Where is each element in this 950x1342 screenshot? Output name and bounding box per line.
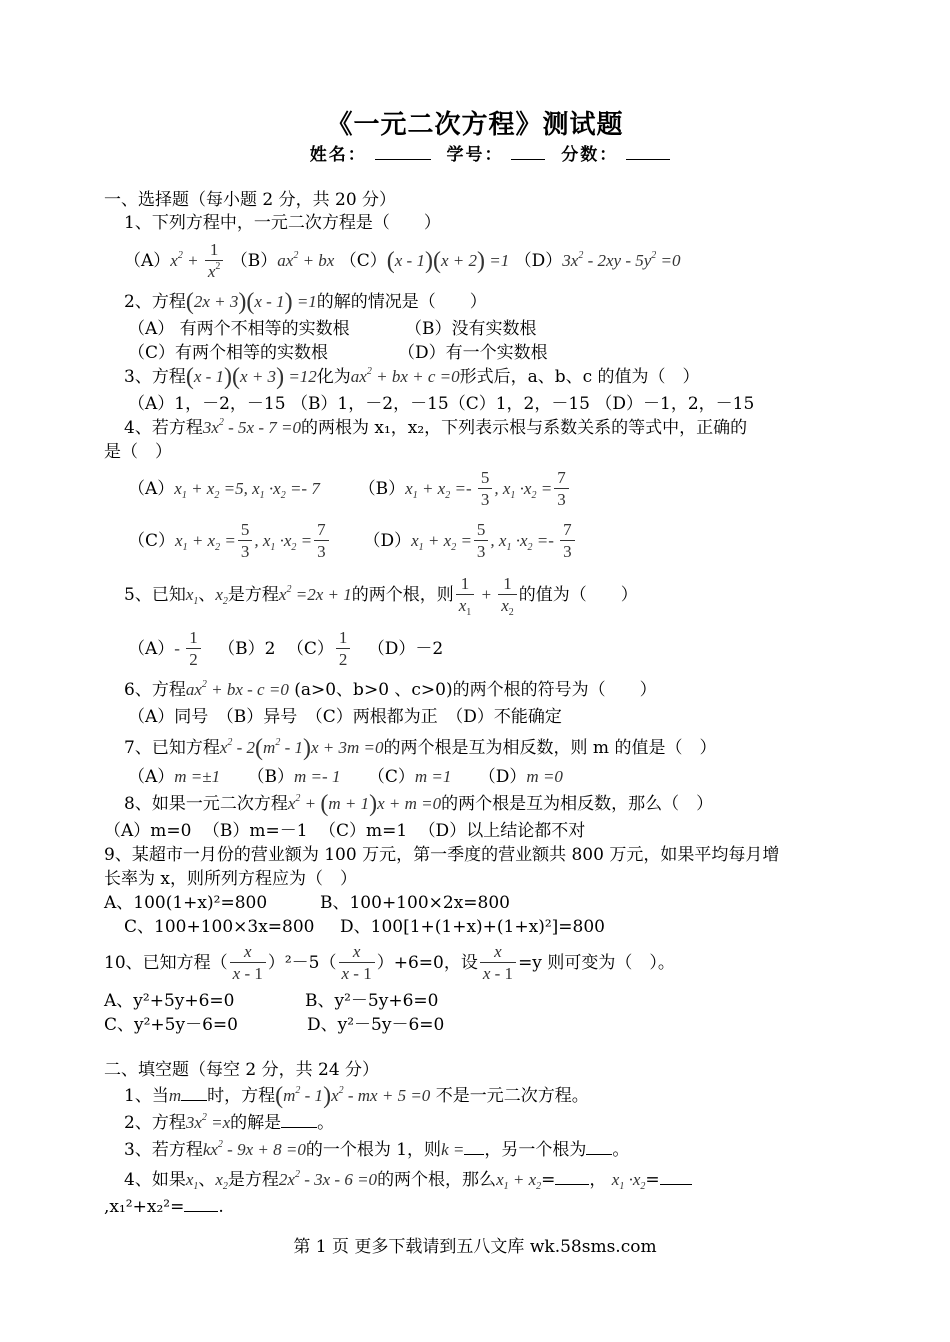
f1-post: 不是一元二次方程。 [435, 1086, 589, 1106]
f4-pre: 4、如果 [124, 1170, 186, 1190]
q6-pre: 6、方程 [124, 680, 186, 700]
q4-pre: 4、若方程 [124, 418, 203, 438]
f3-stem: 3、若方程$kx^2 - 9x + 8 =0$的一个根为 1，则k = ，另一个根为 。 [124, 1139, 630, 1160]
q3-stem: 3、方程(x - 1)(x + 3) =12化为$ax^2$ + bx + c =0形式后，a、b、c 的值为（ ） [124, 364, 700, 390]
q2-post: 的解的情况是（ ） [316, 292, 487, 312]
q5-options: （A）- $\frac{1}{2}$ （B）2 （C） $\frac{1}{2}$ （D）－2 [128, 628, 444, 669]
q8-stem: 8、如果一元二次方程$x^2 + (m + 1)x + m =0$的两个根是互为相反数，那么（ ） [124, 791, 714, 817]
f2-pre: 2、方程 [124, 1113, 186, 1133]
f4-mid: 是方程 [227, 1170, 279, 1190]
q1-option-b-label: （B） [230, 251, 278, 271]
q9-stem-line1: 9、某超市一月份的营业额为 100 万元，第一季度的营业额共 800 万元，如果平均每月增 [104, 845, 780, 865]
q9-option-b: B、100+100×2x=800 [320, 893, 510, 913]
f2-mid: 的解是 [230, 1113, 282, 1133]
f3-post: 。 [612, 1140, 630, 1160]
q8-option-a: （A）m=0 [104, 821, 192, 841]
q5-pre: 5、已知 [124, 585, 186, 605]
q2-stem: 2、方程(2x + 3)(x - 1) =1的解的情况是（ ） [124, 289, 487, 315]
q5-option-a-label: （A） [128, 639, 175, 659]
section-heading-choice: 一、选择题（每小题 2 分，共 20 分） [104, 190, 397, 210]
q9-stem-line2: 长率为 x，则所列方程应为（ ） [104, 869, 357, 889]
f4-blank-squares[interactable] [184, 1195, 218, 1212]
id-blank[interactable] [511, 145, 545, 160]
q2-option-a: （A） 有两个不相等的实数根 [128, 319, 350, 339]
q5-mid: 是方程 [227, 585, 279, 605]
q4-options-ab: $(A)x_1 + x_2 =5$, $x_1 \cdot x_2 =- 7$ $(B)x_1 + x_2$ =- $\frac{5}{3}$ , $x_1 \cdot x_2$ = $\frac{7}{3}$ [128, 465, 571, 513]
f4-eq: = [541, 1170, 556, 1190]
f4-sep2: ， [589, 1170, 607, 1190]
section-heading-fill: 二、填空题（每空 2 分，共 24 分） [104, 1060, 380, 1080]
id-label: 学号： [446, 145, 504, 165]
q2-option-b: （B）没有实数根 [405, 319, 537, 339]
q4-options-cd: $(C)x_1 + x_2$ = $\frac{5}{3}$ , $x_1 \cdot x_2$ = $\frac{7}{3}$ $(D)x_1 + x_2$ = $\frac{5}{3}$ , $x_1 \cdot x_2$ =- $\frac{7}{3}$ [128, 517, 577, 565]
q4-option-d-label: （D） [363, 531, 412, 551]
q10-option-c: C、y²+5y－6=0 [104, 1015, 238, 1035]
q4-post: 的两根为 x₁，x₂，下列表示根与系数关系的等式中，正确的 [300, 418, 748, 438]
q1-option-a-label: （A） [124, 251, 171, 271]
q10-mid2: ）+6=0，设 [376, 953, 478, 973]
f4-blank-product[interactable] [660, 1168, 692, 1185]
q8-post: 的两个根是互为相反数，那么（ ） [441, 794, 714, 814]
name-label: 姓名： [309, 145, 367, 165]
f1-pre: 1、当 [124, 1086, 169, 1106]
f3-pre: 3、若方程 [124, 1140, 203, 1160]
q7-option-a-label: （A） [128, 767, 175, 787]
f3-blank-root[interactable] [586, 1138, 612, 1155]
q3-options: （A）1，－2，－15 （B）1，－2，－15（C）1，2，－15 （D）－1，2，－15 [128, 394, 755, 414]
f4-sep: 、 [198, 1170, 216, 1190]
q5-post: 的值为（ ） [518, 585, 638, 605]
q10-mid1: ）²－5（ [267, 953, 337, 973]
q1-option-c-label: （C） [339, 251, 387, 271]
f1-blank[interactable] [181, 1084, 207, 1101]
f4-line2 [104, 1195, 224, 1218]
q7-option-d-label: （D） [478, 767, 527, 787]
f2-blank[interactable] [281, 1111, 317, 1128]
f1-mid: 时，方程 [207, 1086, 276, 1106]
q10-pre: 10、已知方程（ [104, 953, 228, 973]
q6-stem: 6、方程$ax^2$ + bx - c =0 (a>0、b>0 、c>0)的两个根的符号为（ ） [124, 679, 657, 700]
q5-option-d: （D）－2 [367, 639, 444, 659]
q5-sep: 、 [198, 585, 216, 605]
q7-option-b-label: （B） [247, 767, 295, 787]
q7-pre: 7、已知方程 [124, 738, 220, 758]
q1-stem: 1、下列方程中，一元二次方程是（ ） [124, 213, 441, 233]
f2-stem: 2、方程$3x^2 =x$的解是 。 [124, 1112, 335, 1133]
q10-post: =y 则可变为（ ）。 [518, 953, 675, 973]
q4-option-b-label: （B） [358, 479, 406, 499]
q9-option-d: D、100[1+(1+x)+(1+x)²]=800 [340, 917, 605, 937]
q10-option-a: A、y²+5y+6=0 [104, 991, 235, 1011]
name-blank[interactable] [375, 145, 431, 160]
f4-eq2: = [645, 1170, 660, 1190]
q4-option-c-label: （C） [128, 531, 176, 551]
q4-stem: 4、若方程$3x^2 - 5x - 7 =0$的两根为 x₁，x₂，下列表示根与系数关系的等式中，正确的 [124, 417, 748, 438]
f4-end: . [218, 1197, 224, 1217]
f2-post: 。 [317, 1113, 335, 1133]
q8-pre: 8、如果一元二次方程 [124, 794, 288, 814]
q8-option-d: （D）以上结论都不对 [418, 821, 586, 841]
q1-option-d-label: （D） [514, 251, 563, 271]
q10-option-d: D、y²－5y－6=0 [307, 1015, 445, 1035]
q8-options [104, 820, 585, 842]
f4-line2-text: ,x₁²+x₂²= [104, 1197, 185, 1217]
q10-stem: 10、已知方程（ $\frac{x}{x - 1}$ ）²－5（ $\frac{x}{x - 1}$ ）+6=0，设 $\frac{x}{x - 1}$ =y 则可变为（ ）。 [104, 942, 675, 983]
q4-option-a-label: （A） [128, 479, 175, 499]
q9-option-c: C、100+100×3x=800 [124, 917, 315, 937]
q6-options: （A）同号 （B）异号 （C）两根都为正 （D）不能确定 [128, 707, 562, 727]
q8-option-c: （C）m=1 [318, 821, 408, 841]
q2-pre: 2、方程 [124, 292, 186, 312]
q3-post: 形式后，a、b、c 的值为（ ） [459, 367, 700, 387]
q6-post: (a>0、b>0 、c>0)的两个根的符号为（ ） [294, 680, 657, 700]
score-blank[interactable] [626, 145, 670, 160]
page-footer: 第 1 页 更多下载请到五八文库 wk.58sms.com [293, 1237, 657, 1257]
f4-blank-sum[interactable] [555, 1168, 589, 1185]
q7-options: （A）m =±1 （B）m =- 1 （C）m =1 （D）m =0 [128, 767, 563, 787]
q7-option-c-label: （C） [367, 767, 415, 787]
q2-option-d: （D）有一个实数根 [398, 343, 548, 363]
q7-post: 的两个根是互为相反数，则 m 的值是（ ） [383, 738, 717, 758]
q5-mid2: 的两个根，则 [351, 585, 454, 605]
q4-stem-cont: 是（ ） [104, 442, 172, 462]
q10-option-b: B、y²－5y+6=0 [305, 991, 439, 1011]
q9-option-a: A、100(1+x)²=800 [104, 893, 268, 913]
q5-option-b: （B）2 [218, 639, 276, 659]
f4-mid2: 的两个根，那么 [377, 1170, 497, 1190]
f4-stem: 4、如果$x_1$、$x_2$是方程$2x^2 - 3x - 6 =0$的两个根，那么$x_1 + x_2=$ ， $x_1 \cdot x_2=$ [124, 1168, 692, 1191]
q8-option-b: （B）m=－1 [202, 821, 308, 841]
f3-mid2: ，另一个根为 [484, 1140, 587, 1160]
q5-option-c-label: （C） [286, 639, 334, 659]
q1-options: $(A)x^2$ + $\frac{1}{x^2}$ $(B)ax^2$ + bx （C）(x - 1)(x + 2) =1 $(D)3x^2 - 2xy - 5y^2 =0$ [124, 240, 681, 281]
student-info-line [0, 140, 950, 165]
score-label: 分数： [561, 145, 619, 165]
document-title: 《一元二次方程》测试题 [326, 110, 624, 140]
q3-mid: 化为 [316, 367, 351, 387]
q5-stem: 5、已知$x_1$、$x_2$是方程$x^2 =2x + 1$的两个根，则 $\frac{1}{x_1}$ + $\frac{1}{x_2}$ 的值为（ ） [124, 574, 638, 618]
q2-option-c: （C）有两个相等的实数根 [128, 343, 329, 363]
f1-stem: 1、当m 时，方程$(m^2 - 1)x^2$ - mx + 5 =0 不是一元二次方程。 [124, 1083, 589, 1109]
q7-stem: 7、已知方程$x^2 - 2(m^2 - 1)x + 3m =0$的两个根是互为相反数，则 m 的值是（ ） [124, 735, 717, 761]
f3-mid: 的一个根为 1，则 [305, 1140, 442, 1160]
f3-blank-k[interactable] [464, 1138, 484, 1155]
q3-pre: 3、方程 [124, 367, 186, 387]
